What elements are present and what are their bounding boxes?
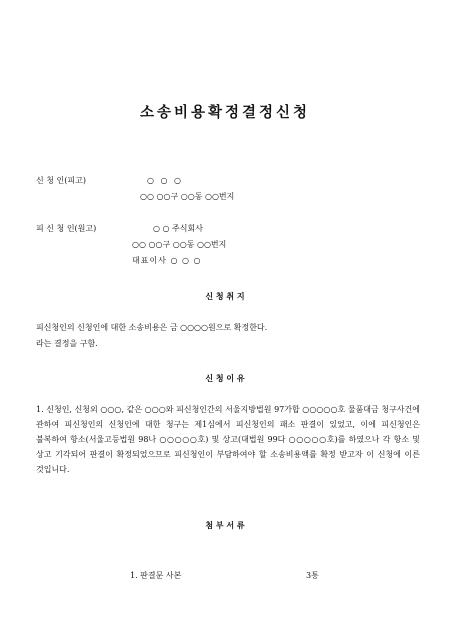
- respondent-name: ○ ○ 주식회사: [153, 224, 203, 233]
- applicant-label: 신 청 인(피고): [36, 176, 86, 185]
- purpose-heading: 신 청 취 지: [205, 291, 245, 301]
- respondent-label: 피 신 청 인(원고): [36, 224, 97, 233]
- respondent-address: ○○ ○○구 ○○동 ○○번지: [132, 240, 227, 249]
- attachment-item-label: 1. 판결문 사본: [130, 571, 182, 580]
- reasons-heading: 신 청 이 유: [205, 373, 245, 383]
- reasons-body: 1. 신청인, 신청외 ○○○, 같은 ○○○와 피신청인간의 서울지방법원 97가합 ○○○○○호 물품대금 청구사건에 관하여 피신청인의 신청인에 대한 청구는 제1심에서 피신청인의 패소 판결이 있었고, 이에 피신청인은 불복하여 항소(서울고등법원 98나 ○○○○○호) 및 상고(대법원 99다 ○○○○○호)를 하였으나 각 항소 및 상고 기각되어 판결이 확정되었으므로 피신청인이 부담하여야 할 소송비용액를 확정 받고자 이 신청에 이른 것입니다.: [36, 405, 420, 474]
- respondent-representative: 대표이사 ○ ○ ○: [132, 256, 202, 265]
- purpose-line-1: 피신청인의 신청인에 대한 소송비용은 금 ○○○○원으로 확정한다.: [36, 323, 268, 332]
- applicant-name: ○ ○ ○: [147, 176, 184, 185]
- attachments-heading: 첨 부 서 류: [205, 520, 245, 530]
- applicant-address: ○○ ○○구 ○○동 ○○번지: [140, 192, 235, 201]
- purpose-line-2: 라는 결정을 구함.: [36, 339, 98, 348]
- document-title: 소송비용확정결정신청: [139, 104, 311, 121]
- attachment-item-count: 3통: [306, 571, 319, 580]
